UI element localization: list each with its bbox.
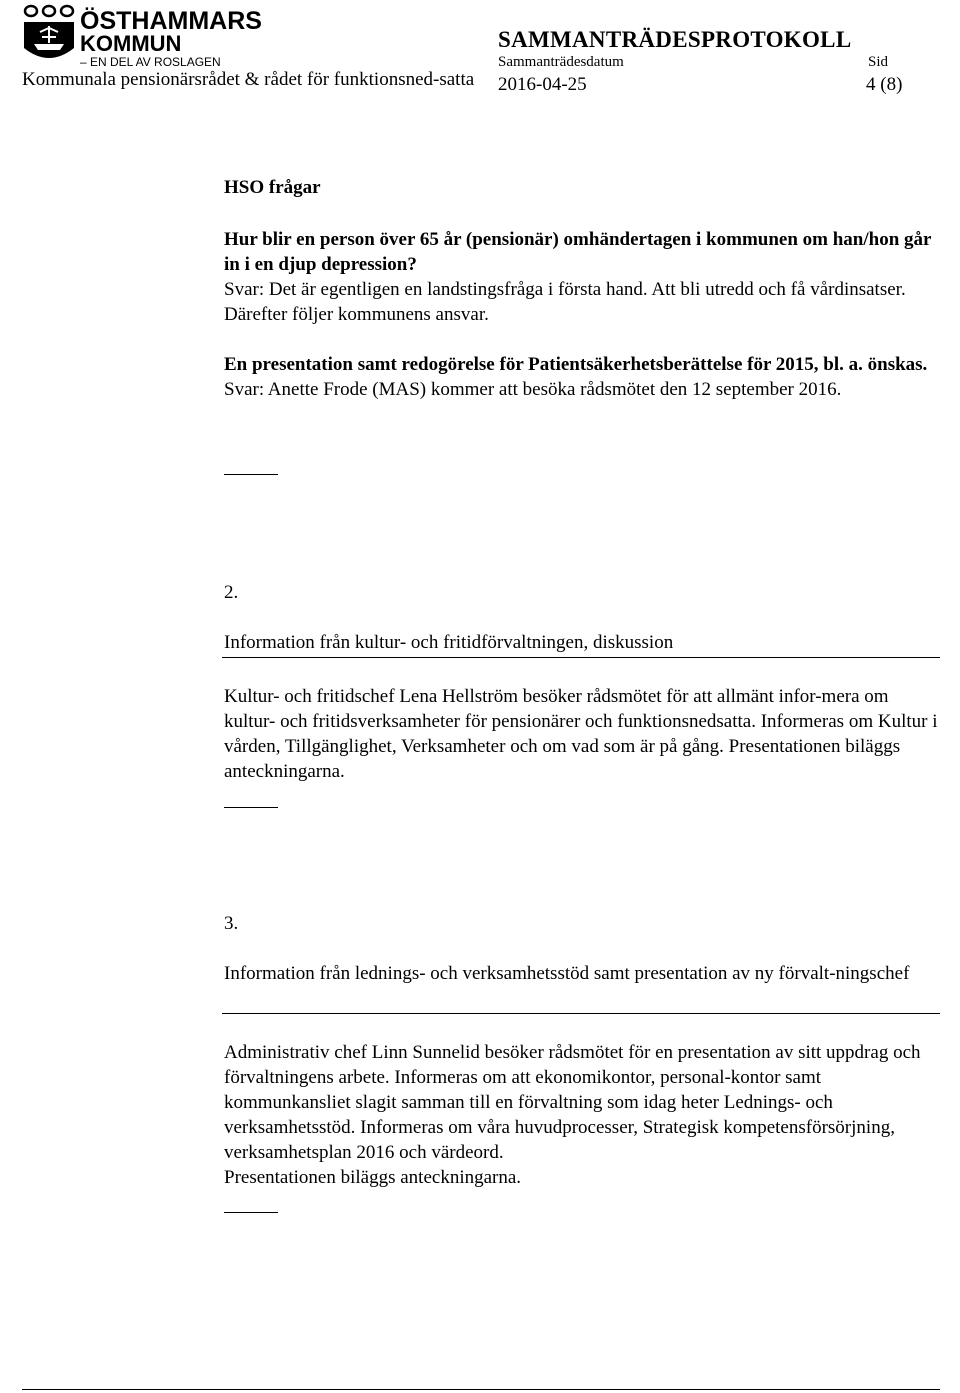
hso-heading: HSO frågar (224, 177, 321, 198)
section-2-title: Information från kultur- och fritidförvaltningen, diskussion (224, 632, 674, 653)
section-end-rule (224, 1212, 278, 1213)
section-2-number: 2. (224, 582, 239, 603)
svg-text:KOMMUN: KOMMUN (80, 31, 182, 56)
hso-question-2-block (224, 352, 940, 402)
svg-text:ÖSTHAMMARS: ÖSTHAMMARS (80, 7, 262, 35)
section-3-number: 3. (224, 913, 239, 934)
meeting-date-label: Sammanträdesdatum (498, 54, 624, 70)
protocol-title: SAMMANTRÄDESPROTOKOLL (498, 27, 852, 52)
hso-question-2: En presentation samt redogörelse för Patientsäkerhetsberättelse för 2015, bl. a. önskas. (224, 354, 928, 375)
meeting-date: 2016-04-25 (498, 74, 587, 95)
section-3-body-block (224, 1040, 940, 1190)
section-end-rule (224, 807, 278, 808)
hso-question-1: Hur blir en person över 65 år (pensionär) omhändertagen i kommunen om han/hon går in i en djup depression? (224, 229, 932, 275)
section-3-title-rule (222, 1013, 940, 1014)
section-3-body-end: Presentationen biläggs anteckningarna. (224, 1167, 522, 1188)
ship-emblem-icon (22, 2, 262, 69)
section-3-title: Information från lednings- och verksamhetsstöd samt presentation av ny förvalt-ningschef (224, 963, 910, 984)
hso-answer-1: Svar: Det är egentligen en landstingsfråga i första hand. Att bli utredd och få vårdinsatser. Därefter följer kommunens ansvar. (224, 279, 906, 325)
section-2-title-rule (222, 657, 940, 658)
page-label: Sid (868, 54, 889, 70)
council-name: Kommunala pensionärsrådet & rådet för funktionsned-satta (22, 69, 475, 90)
hso-question-1-block (224, 227, 940, 327)
page-number: 4 (8) (866, 74, 903, 95)
section-end-rule (224, 474, 278, 475)
section-3-body: Administrativ chef Linn Sunnelid besöker rådsmötet för en presentation av sitt uppdrag och förvaltningens arbete. Informeras om att ekonomikontor, personal-kontor samt kommunkansliet slagit samman till en förvaltning som idag heter Lednings- och verksamhetsstöd. Informeras om våra huvudprocesser, Strategisk kompetensförsörjning, verksamhetsplan 2016 och värdeord. (224, 1042, 921, 1163)
municipality-logo (22, 2, 262, 69)
hso-answer-2: Svar: Anette Frode (MAS) kommer att besöka rådsmötet den 12 september 2016. (224, 379, 842, 400)
section-2-body: Kultur- och fritidschef Lena Hellström besöker rådsmötet för att allmänt infor-mera om kultur- och fritidsverksamheter för pensionärer och funktionsnedsatta. Informeras om Kultur i vården, Tillgänglighet, Verksamheter och om vad som är på gång. Presentationen biläggs anteckningarna. (224, 686, 938, 782)
footer-rule (22, 1389, 940, 1390)
svg-text:– EN DEL AV ROSLAGEN: – EN DEL AV ROSLAGEN (80, 55, 221, 69)
